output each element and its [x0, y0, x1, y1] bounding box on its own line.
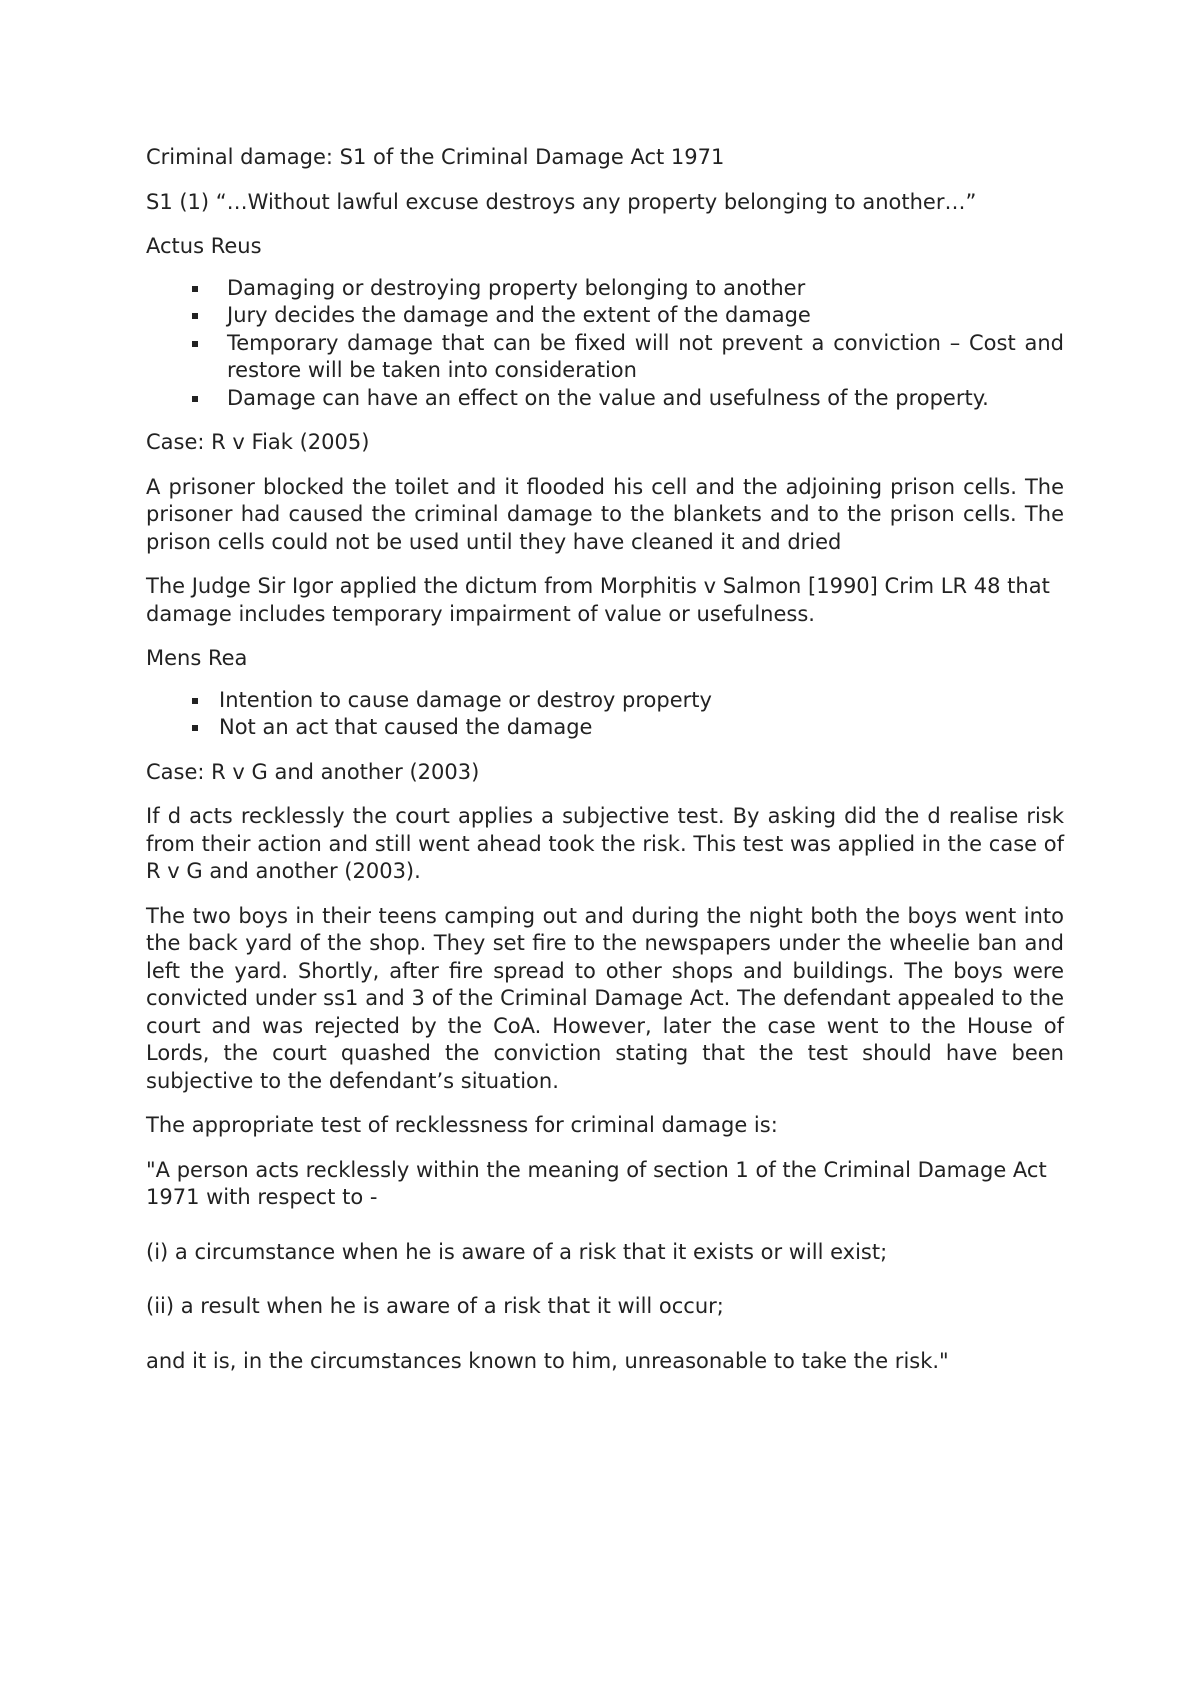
list-item	[146, 687, 1064, 715]
case-fiak-facts: A prisoner blocked the toilet and it flooded his cell and the adjoining prison cells. The prisoner had caused the criminal damage to the blankets and to the prison cells. The prison cells could not be used until they have cleaned it and dried	[146, 474, 1064, 554]
case-fiak-heading: Case: R v Fiak (2005)	[146, 430, 370, 454]
list-item-text: Jury decides the damage and the extent of the damage	[227, 303, 811, 327]
list-item-text: Damaging or destroying property belonging to another	[227, 275, 806, 300]
list-item	[146, 275, 1064, 303]
case-g-heading: Case: R v G and another (2003)	[146, 759, 480, 784]
case-fiak-dictum: The Judge Sir Igor applied the dictum from Morphitis v Salmon [1990] Crim LR 48 that damage includes temporary impairment of value or usefulness.	[146, 574, 1050, 626]
bullet-icon	[192, 313, 198, 319]
bullet-icon	[192, 698, 198, 704]
mens-rea-list	[146, 687, 1064, 742]
bullet-icon	[192, 396, 198, 402]
recklessness-quote-intro: "A person acts recklessly within the meaning of section 1 of the Criminal Damage Act 1971 with respect to -	[146, 1157, 1047, 1209]
recklessness-quote-end: and it is, in the circumstances known to him, unreasonable to take the risk."	[146, 1348, 949, 1373]
recklessness-quote-ii: (ii) a result when he is aware of a risk that it will occur;	[146, 1294, 724, 1318]
list-item-text: Intention to cause damage or destroy property	[219, 687, 712, 712]
list-item	[146, 385, 1064, 413]
recklessness-quote-i: (i) a circumstance when he is aware of a risk that it exists or will exist;	[146, 1239, 888, 1264]
bullet-icon	[192, 341, 198, 347]
statute-quote: S1 (1) “…Without lawful excuse destroys any property belonging to another…”	[146, 189, 977, 214]
document-title: Criminal damage: S1 of the Criminal Damage Act 1971	[146, 145, 725, 169]
list-item	[146, 330, 1064, 385]
list-item	[146, 302, 1064, 330]
list-item-text: Not an act that caused the damage	[219, 715, 593, 739]
bullet-icon	[192, 725, 198, 731]
document-body	[146, 144, 1064, 1392]
recklessness-intro: The appropriate test of recklessness for criminal damage is:	[146, 1113, 778, 1137]
case-g-facts: The two boys in their teens camping out and during the night both the boys went into the back yard of the shop. They set fire to the newspapers under the wheelie ban and left the yard. Shortly, after fire spread to other shops and buildings. The boys were convicted under ss1 and 3 of the Criminal Damage Act. The defendant appealed to the court and was rejected by the CoA. However, later the case went to the House of Lords, the court quashed the conviction stating that the test should have been subjective to the defendant’s situation.	[146, 903, 1064, 1093]
list-item-text: Temporary damage that can be fixed will not prevent a conviction – Cost and restore will be taken into consideration	[227, 330, 1064, 382]
list-item	[146, 714, 1064, 742]
list-item-text: Damage can have an effect on the value and usefulness of the property.	[227, 385, 989, 410]
actus-reus-list	[146, 275, 1064, 413]
case-g-test: If d acts recklessly the court applies a subjective test. By asking did the d realise risk from their action and still went ahead took the risk. This test was applied in the case of R v G and another (2003).	[146, 804, 1064, 883]
actus-reus-heading: Actus Reus	[146, 234, 262, 258]
mens-rea-heading: Mens Rea	[146, 646, 248, 670]
bullet-icon	[192, 286, 198, 292]
